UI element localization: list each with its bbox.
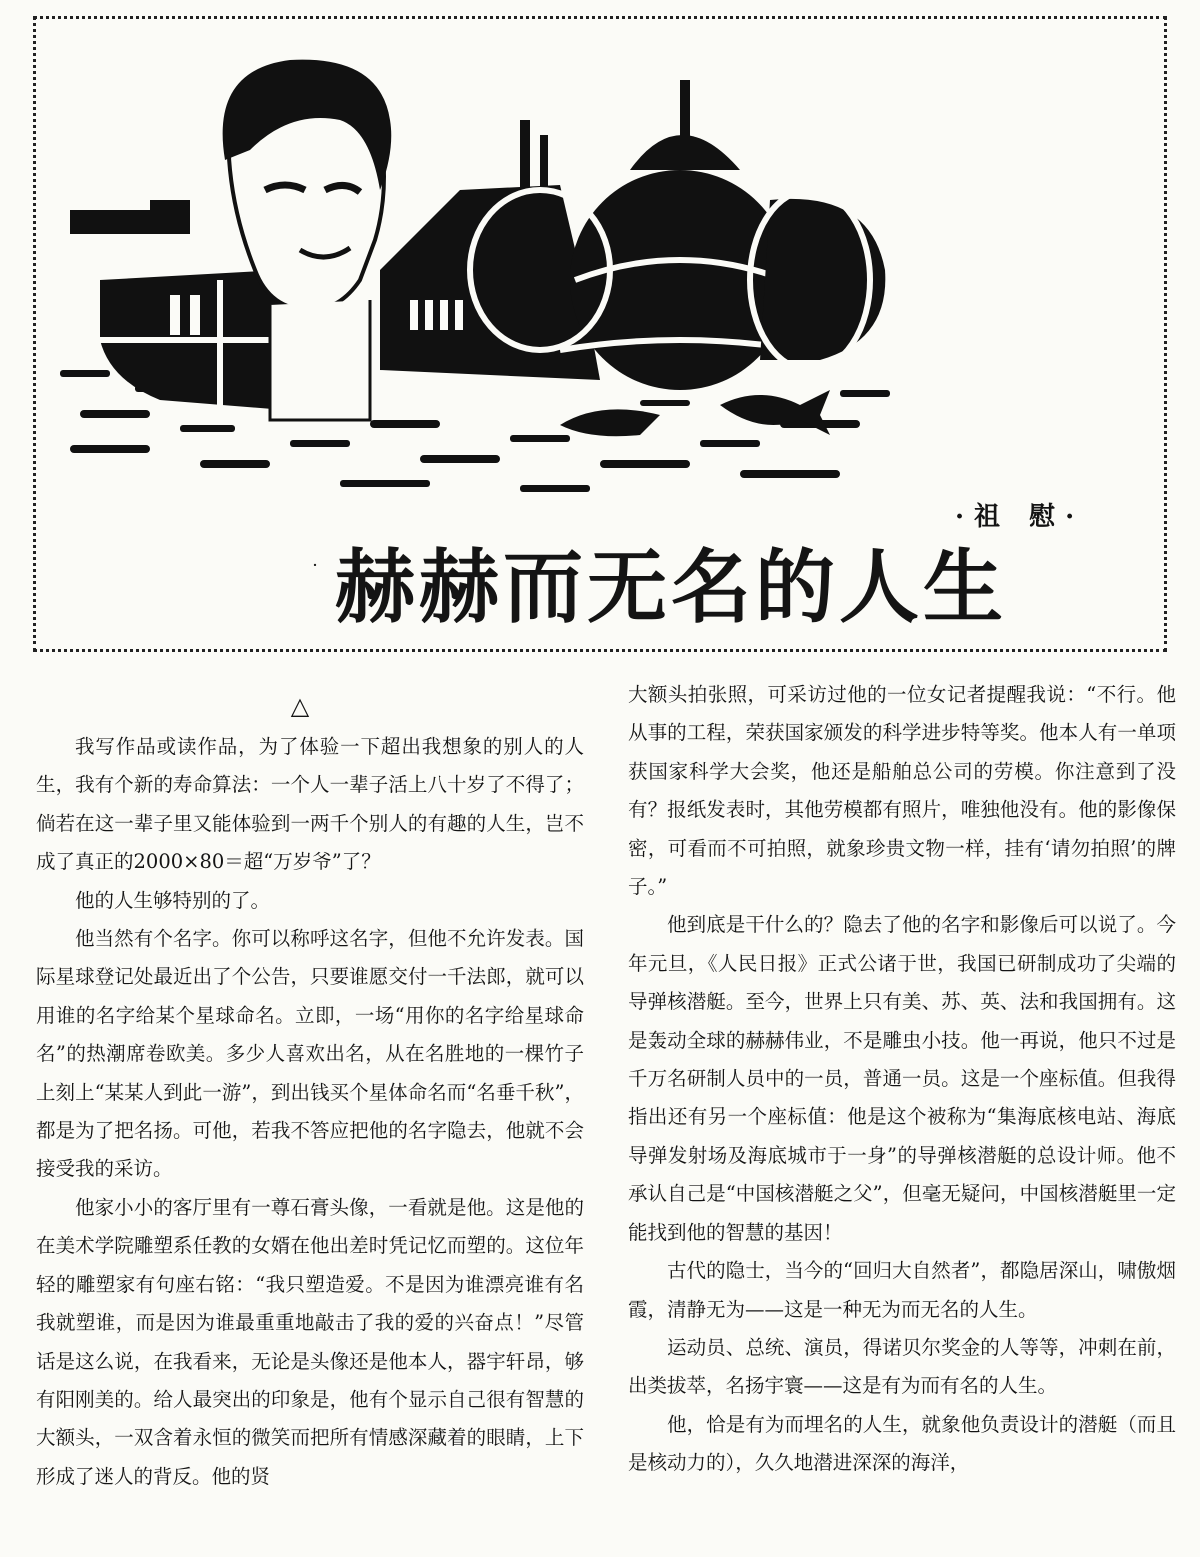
left-column (36, 676, 584, 1496)
paragraph-continued: 大额头拍张照，可采访过他的一位女记者提醒我说：“不行。他从事的工程，荣获国家颁发的科学进步特等奖。他本人有一单项获国家科学大会奖，他还是船舶总公司的劳模。你注意到了没有？报纸发表时，其他劳模都有照片，唯独他没有。他的影像保密，可看而不可拍照，就象珍贵文物一样，挂有‘请勿拍照’的牌子。” (628, 683, 1176, 899)
paragraph: 他到底是干什么的？隐去了他的名字和影像后可以说了。今年元旦，《人民日报》正式公诸于世，我国已研制成功了尖端的导弹核潜艇。至今，世界上只有美、苏、英、法和我国拥有。这是轰动全球的赫赫伟业，不是雕虫小技。他一再说，他只不过是千万名研制人员中的一员，普通一员。这是一个座标值。但我得指出还有另一个座标值：他是这个被称为“集海底核电站、海底导弹发射场及海底城市于一身”的导弹核潜艇的总设计师。他不承认自己是“中国核潜艇之父”，但毫无疑问，中国核潜艇里一定能找到他的智慧的基因！ (628, 913, 1176, 1244)
paragraph: 他，恰是有为而埋名的人生，就象他负责设计的潜艇（而且是核动力的），久久地潜进深深的海洋， (628, 1412, 1176, 1475)
paragraph: 我写作品或读作品，为了体验一下超出我想象的别人的人生，我有个新的寿命算法：一个人一辈子活上八十岁了不得了；倘若在这一辈子里又能体验到一两千个别人的有趣的人生，岂不成了真正的2000×80＝超“万岁爷”了？ (36, 735, 584, 874)
paragraph: 他的人生够特别的了。 (75, 888, 271, 912)
section-mark: △ (290, 692, 310, 720)
byline-author: ·祖 慰· (955, 502, 1085, 532)
paragraph: 运动员、总统、演员，得诺贝尔奖金的人等等，冲刺在前，出类拔萃，名扬宇寰——这是有为而有名的人生。 (628, 1335, 1176, 1398)
page-title: 赫赫而无名的人生 (335, 541, 1007, 634)
paragraph: 古代的隐士，当今的“回归大自然者”，都隐居深山，啸傲烟霞，清静无为——这是一种无为而无名的人生。 (628, 1259, 1176, 1321)
woodcut-portrait-and-submarines-icon (40, 40, 900, 500)
paragraph: 他家小小的客厅里有一尊石膏头像，一看就是他。这是他的在美术学院雕塑系任教的女婿在他出差时凭记忆而塑的。这位年轻的雕塑家有句座右铭：“我只塑造爱。不是因为谁漂亮谁有名我就塑谁，而是因为谁最重重地敲击了我的爱的兴奋点！”尽管话是这么说，在我看来，无论是头像还是他本人，器宇轩昂，够有阳刚美的。给人最突出的印象是，他有个显示自己很有智慧的大额头，一双含着永恒的微笑而把所有情感深藏着的眼睛，上下形成了迷人的背反。他的贤 (36, 1195, 584, 1488)
right-column (628, 676, 1176, 1483)
paragraph: 他当然有个名字。你可以称呼这名字，但他不允许发表。国际星球登记处最近出了个公告，只要谁愿交付一千法郎，就可以用谁的名字给某个星球命名。立即，一场“用你的名字给星球命名”的热潮席卷欧美。多少人喜欢出名，从在名胜地的一棵竹子上刻上“某某人到此一游”，到出钱买个星体命名而“名垂千秋”，都是为了把名扬。可他，若我不答应把他的名字隐去，他就不会接受我的采访。 (36, 927, 584, 1181)
title-mark: ˙ (310, 560, 320, 584)
